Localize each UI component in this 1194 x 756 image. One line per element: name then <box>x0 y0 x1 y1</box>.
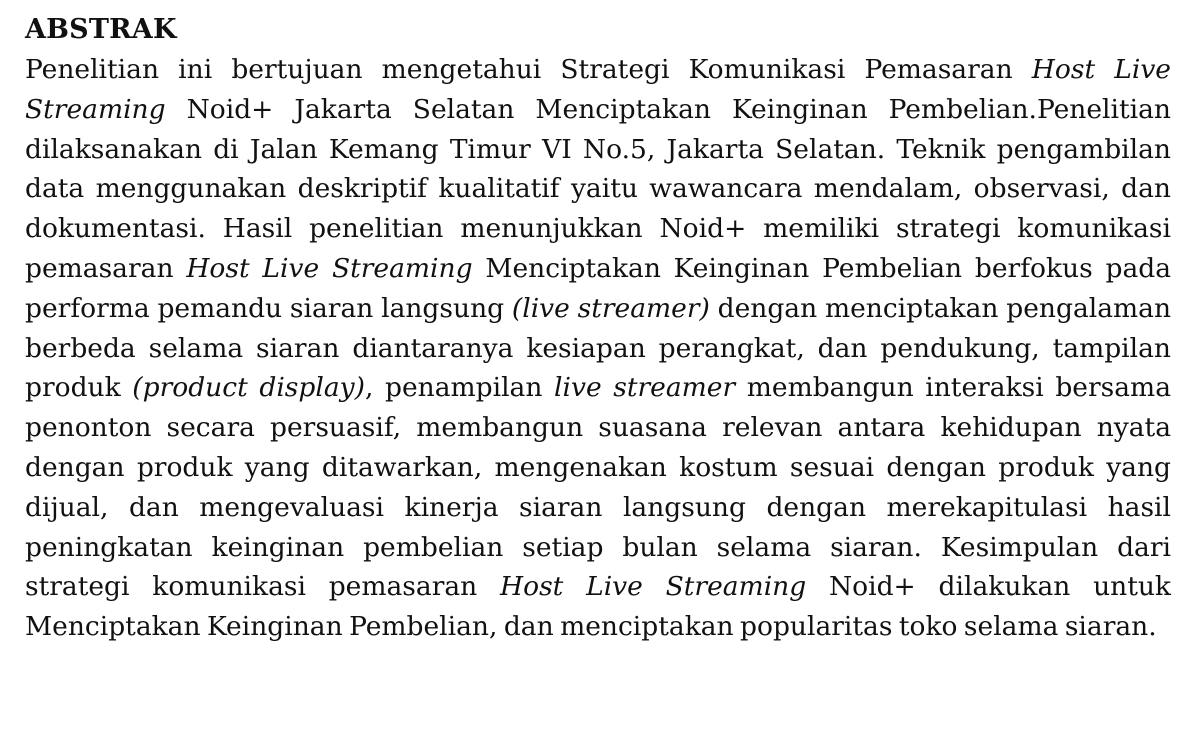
italic-term: live streamer <box>554 372 736 404</box>
italic-term: Host Live Streaming <box>500 571 807 603</box>
abstract-text: membangun interaksi bersama penonton secara persuasif, membangun suasana relevan antara kehidupan nyata dengan produk yang ditawarkan, mengenakan kostum sesuai dengan produk yang dijual, dan mengevaluasi kinerja siaran langsung dengan merekapitulasi hasil peningkatan keinginan pembelian setiap bulan selama siaran. Kesimpulan dari strategi komunikasi pemasaran <box>25 372 1171 603</box>
italic-term: Host Live Streaming <box>186 252 473 284</box>
italic-term: (live streamer) <box>511 292 710 324</box>
abstract-text: Menciptakan Keinginan Pembelian berfokus pada performa pemandu siaran langsung <box>25 252 1171 324</box>
abstract-text: , penampilan <box>364 372 555 404</box>
italic-term: Host Live Streaming <box>25 54 1171 125</box>
abstract-text: Penelitian ini bertujuan mengetahui Strategi Komunikasi Pemasaran <box>25 54 1032 85</box>
abstract-body <box>25 50 1171 647</box>
abstract-text: Noid+ dilakukan untuk Menciptakan Keinginan Pembelian, dan menciptakan popularitas toko selama siaran. <box>25 571 1171 643</box>
abstract-page <box>25 12 1171 647</box>
abstract-text: Noid+ Jakarta Selatan Menciptakan Keinginan Pembelian.Penelitian dilaksanakan di Jalan Kemang Timur VI No.5, Jakarta Selatan. Teknik pengambilan data menggunakan deskriptif kualitatif yaitu wawancara mendalam, observasi, dan dokumentasi. Hasil penelitian menunjukkan Noid+ memiliki strategi komunikasi pemasaran <box>25 93 1171 284</box>
italic-term: (product display) <box>132 372 365 404</box>
abstract-heading: ABSTRAK <box>25 14 177 45</box>
abstract-text: dengan menciptakan pengalaman berbeda selama siaran diantaranya kesiapan perangkat, dan pendukung, tampilan produk <box>25 292 1172 404</box>
